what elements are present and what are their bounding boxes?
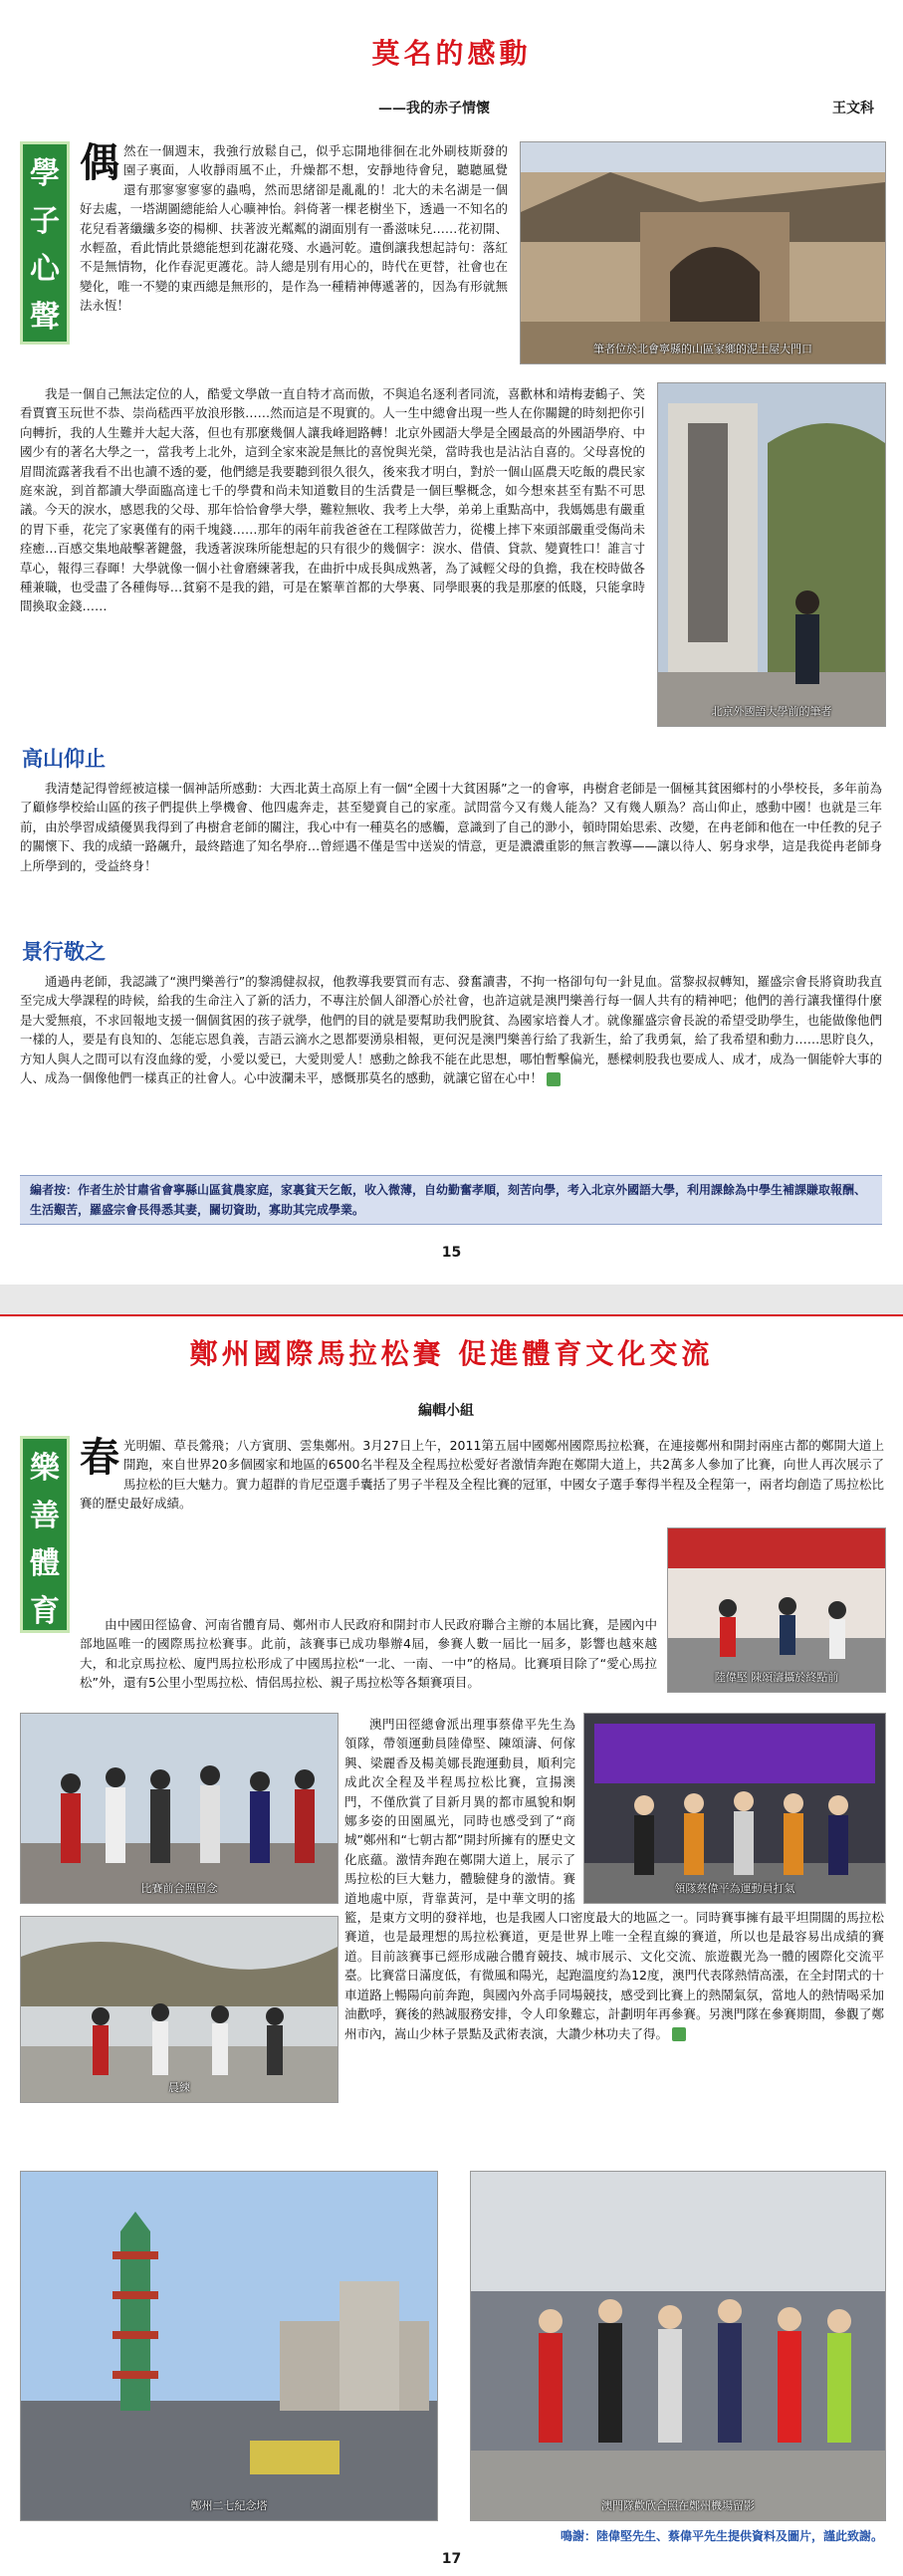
photo-runners-group xyxy=(20,1713,339,1904)
photo-caption-finish-line: 陸偉堅 陳頌濤攝於終點前 xyxy=(714,1671,839,1684)
paragraph-2: 由中國田徑協會、河南省體育局、鄭州市人民政府和開封市人民政府聯合主辦的本屆比賽，是國內中部地區唯一的國際馬拉松賽事。此前，該賽事已成功舉辦4屆，參賽人數一屆比一屆多，影響也越來越大，和北京馬拉松、廈門馬拉松形成了中國馬拉松“一北、一南、一中”的格局。比賽項目除了“愛心馬拉松”外，還有5公里小型馬拉松、情侶馬拉松、親子馬拉松等各類賽項目。 xyxy=(80,1617,657,1691)
photo-caption-team-leader: 領隊蔡偉平為運動員打氣 xyxy=(674,1882,795,1895)
page-separator xyxy=(0,1285,903,1314)
paragraph-4-block xyxy=(20,972,882,1087)
tag-text: 學 子 心 聲 xyxy=(30,156,60,335)
paragraph-1: 然在一個週末，我強行放鬆自己，似乎忘開地徘徊在北外刷枝斯發的園子裏面，人收靜雨風不止，升燥都不想，安靜地待會兒，聽聽風覺還有那寥寥寥寥的蟲鳴，然而思緒卻是亂亂的！北大的未名湖是一個好去處，一塔湖圖總能給人心曠神怡。斜倚著一棵老樹坐下，透過一不知名的花兒看著纖纖多姿的楊柳、扶著波光粼粼的湖面別有一番滋味兒……花初開、水輕盈，看此情此景總能想到花謝花殘、水過河乾。遺倒讓我想起詩句：落紅不是無情物，化作春泥更護花。詩人總是別有用心的，時代在更替，社會也在變化，唯一不變的東西總是無形的，是作為一種精神傳遞著的，因為有形就無法永恆！ xyxy=(80,143,508,314)
intro-block xyxy=(80,141,508,316)
paragraph-2: 我是一個自己無法定位的人，酷愛文學啟一直自特才高而傲，不與追名逐利者同流，喜歡林和靖梅妻鶴子、笑看賈寶玉玩世不恭、崇尚嵇西平放浪形骸……然而這是不現實的。人一生中總會出現一些人在你關鍵的時刻把你引向轉折，我的人生難并大起大落，但也有那麼幾個人讓我峰迴路轉！北京外國語大學是全國最高的外國語學府、中國少有的著名大學之一，當我考上北外，這到全家來說是無比的喜悅與光榮，當時我也是沾沾自喜的。父母喜悅的眉間流露著我看不出也讀不透的憂，他們總是我要聽到很久很久，後來我才明白，對於一個山區農天吃飯的農民家庭來說，到首都讀大學面臨高達七千的學費和尚未知道數目的生活費是一個巨擊概念，如今想來甚至有點不可思議。今天的淚水，感恩我的父母、那年恰恰會學大學，難粒無收、我考上大學，弟弟上重點高中，我媽媽患有嚴重的胃下垂，花完了家裏僅有的兩千塊錢……那年的兩年前我爸爸在工程隊做苦力，從樓上摔下來頭部嚴重受傷尚未痊癒…百感交集地敲擊著鍵盤，我透著淚珠所能想起的只有很少的幾個字：淚水、借債、貸款、變賣牲口！誰言寸草心，報得三春暉！大學就像一個小社會磨練著我，在曲折中成長與成熟著，為了減輕父母的負擔，我在校時做各種兼職，也受盡了各種侮辱…貧窮不是我的錯，可是在繁華首都的大學裏、同學眼裏的我是那麼的低賤，只能拿時間換取金錢…… xyxy=(20,386,645,614)
drop-cap: 春 xyxy=(80,1434,119,1481)
photo-erqi-tower xyxy=(20,2171,438,2521)
article-title: 莫名的感動 xyxy=(371,37,532,70)
paragraph-4: 通過冉老師，我認識了“澳門樂善行”的黎鴻健叔叔，他教導我要質而有志、發奮讀書，不拘一格卻句句一針見血。當黎叔叔轉知，羅盛宗會長將資助我直至完成大學課程的時候，給我的生命注入了新的活力，不專注於個人卻潛心於社會，也許這就是澳門樂善行每一個人共有的精神吧；他們的善行讓我懂得什麼是大愛無痕，不求回報地支援一個個貧困的孩子就學，他們的目的就是要幫助我們脫貧、為國家培養人才。就像羅盛宗會長說的希望受助學生，也能做像他們一樣的人，要是有良知的、怎能忘恩負義，吉語云滴水之恩都要湧泉相報，更何況是澳門樂善行給了我新生，給了我勇氣，給了我希望和動力……思貯良久，方知人與人之間可以有沒血緣的愛，小愛以愛已，大愛則愛人！感動之餘我不能在此思想，哪怕暫擊偏光，懸樑刺股我也要成人、成才，成為一個能幹大事的人、成為一個像他們一樣真正的社會人。心中波瀾未平，感慨那莫名的感動，就讓它留在心中！ xyxy=(20,974,882,1086)
page-17 xyxy=(0,1314,903,2576)
photo-caption-team-airport: 澳門隊歡欣合照在鄭州機場留影 xyxy=(601,2499,755,2512)
page-number: 17 xyxy=(441,2551,462,2567)
top-rule xyxy=(0,1314,903,1316)
drop-cap: 偶 xyxy=(80,139,119,186)
tag-text: 樂 善 體 育 xyxy=(30,1451,60,1629)
page-number: 15 xyxy=(441,1245,462,1261)
paragraph-2-block xyxy=(80,1615,657,1693)
photo-team-airport xyxy=(470,2171,886,2521)
paragraph-3: 我清楚記得曾經被這樣一個神話所感動：大西北黃土高原上有一個“全國十大貧困縣”之一的會寧，冉樹倉老師是一個極其貧困鄉村的小學校長，多年前為了顧修學校給山區的孩子們提供上學機會、他四處奔走，甚至變賣自己的家產。試問當今又有幾人能為？又有幾人願為？高山仰止，感動中國！也就是三年前，由於學習成績優異我得到了冉樹倉老師的關注，我心中有一種莫名的感觸，意識到了自己的渺小，頓時開始思索、改變，在冉老師和他在一中任教的兒子的關懷下、我的成績一路飆升，最終踏進了知名學府…曾經遇不僅是雪中送炭的情意，更是濃濃重影的無言教導——讓以待人、躬身求學，這是我從冉老師身上所學到的，受益終身！ xyxy=(20,781,882,873)
photo-caption-erqi-tower: 鄭州二七紀念塔 xyxy=(190,2499,268,2512)
section-heading-2: 景行敬之 xyxy=(22,939,106,964)
editor-note: 編者按：作者生於甘肅省會寧縣山區貧農家庭，家裏貧天乞飯，收入微薄，自幼勤奮孝順，刻苦向學，考入北京外國語大學，利用課餘為中學生補課賺取報酬、生活艱苦，羅盛宗會長得悉其妻，關切資助，寡助其完成學業。 xyxy=(20,1175,882,1225)
article-author: 編輯小組 xyxy=(418,1403,474,1419)
photo-author-bfsu xyxy=(657,382,886,727)
paragraph-1: 光明媚、草長鶯飛；八方賓朋、雲集鄭州。3月27日上午，2011第五屆中國鄭州國際馬拉松賽，在連接鄭州和開封兩座古都的鄭開大道上開跑，來自世界20多個國家和地區的6500名半程及全程馬拉松愛好者激情奔跑在鄭開大道上，共2萬多人參加了比賽，向世人再次展示了馬拉松的巨大魅力。實力超群的肯尼亞選手囊括了男子半程及全程比賽的冠軍，中國女子選手奪得半程及全程第一，兩者均創造了馬拉松比賽的歷史最好成績。 xyxy=(80,1438,884,1512)
photo-caption-village-gate: 筆者位於北會寧縣的山區家鄉的泥土屋大門口 xyxy=(593,343,812,355)
article-title: 鄭州國際馬拉松賽 促進體育文化交流 xyxy=(189,1337,714,1370)
article-subtitle: ——我的赤子情懷 xyxy=(378,101,490,117)
section-tag-sports xyxy=(20,1436,70,1633)
paragraph-3: 澳門田徑總會派出理事蔡偉平先生為領隊，帶領運動員陸偉堅、陳頌濤、何傢興、梁麗香及楊美娜長跑運動員，順利完成此次全程及半程馬拉松比賽，宣揚澳門，不僅欣賞了目新月異的都市風貌和婀娜多姿的田園風光，同時也感受到了“商城”鄭州和“七朝古都”開封所擁有的歷史文化底蘊。激情奔跑在鄭開大道上，展示了馬拉松的巨大魅力，體驗健身的激情。賽道地處中原，背靠黃河，是中華文明的搖籃，是東方文明的發祥地，也是我國人口密度最大的地區之一。同時賽事擁有最平坦開闊的馬拉松賽道，也是最理想的馬拉松賽道，更是世界上唯一全程直線的賽道，所以也是最容易出成績的賽道。目前該賽事已經形成融合體育競技、城市展示、文化交流、旅遊觀光為一體的國際化交流平臺。比賽當日滿度低，有微風和陽光，起跑溫度約為12度，澳門代表隊熱情高漲，在全封閉式的十車道路上暢陽向前奔跑，與國內外高手同場競技，感受到比賽上的熱鬧氣氛，當地人的熱情喝采加油歡呼，賽後的熱誠服務安排，令人印象難忘，計劃明年再參賽。另澳門隊在參賽期間，參觀了鄭州市內，嵩山少林子景點及武術表演，大讚少林功夫了得。 xyxy=(344,1717,884,2041)
paragraph-3-block xyxy=(344,1715,884,2043)
photo-morning-run xyxy=(20,1916,339,2103)
acknowledgement: 鳴謝：陸偉堅先生、蔡偉平先生提供資料及圖片，謹此致謝。 xyxy=(560,2529,883,2543)
article-author: 王文科 xyxy=(832,101,874,117)
photo-village-gate xyxy=(520,141,886,364)
photo-caption-morning-run: 晨練 xyxy=(168,2081,190,2094)
section-tag-student-voice xyxy=(20,141,70,345)
end-mark: 完 xyxy=(547,1072,561,1086)
paragraph-3-block xyxy=(20,779,882,875)
page-15 xyxy=(0,0,903,1285)
photo-caption-author-bfsu: 北京外國語大學前的筆者 xyxy=(711,705,832,718)
photo-caption-runners-group: 比賽前合照留念 xyxy=(140,1882,218,1895)
paragraph-2-block xyxy=(20,384,645,616)
intro-block xyxy=(80,1436,884,1514)
end-mark: 完 xyxy=(672,2027,686,2041)
section-heading-1: 高山仰止 xyxy=(22,746,106,771)
